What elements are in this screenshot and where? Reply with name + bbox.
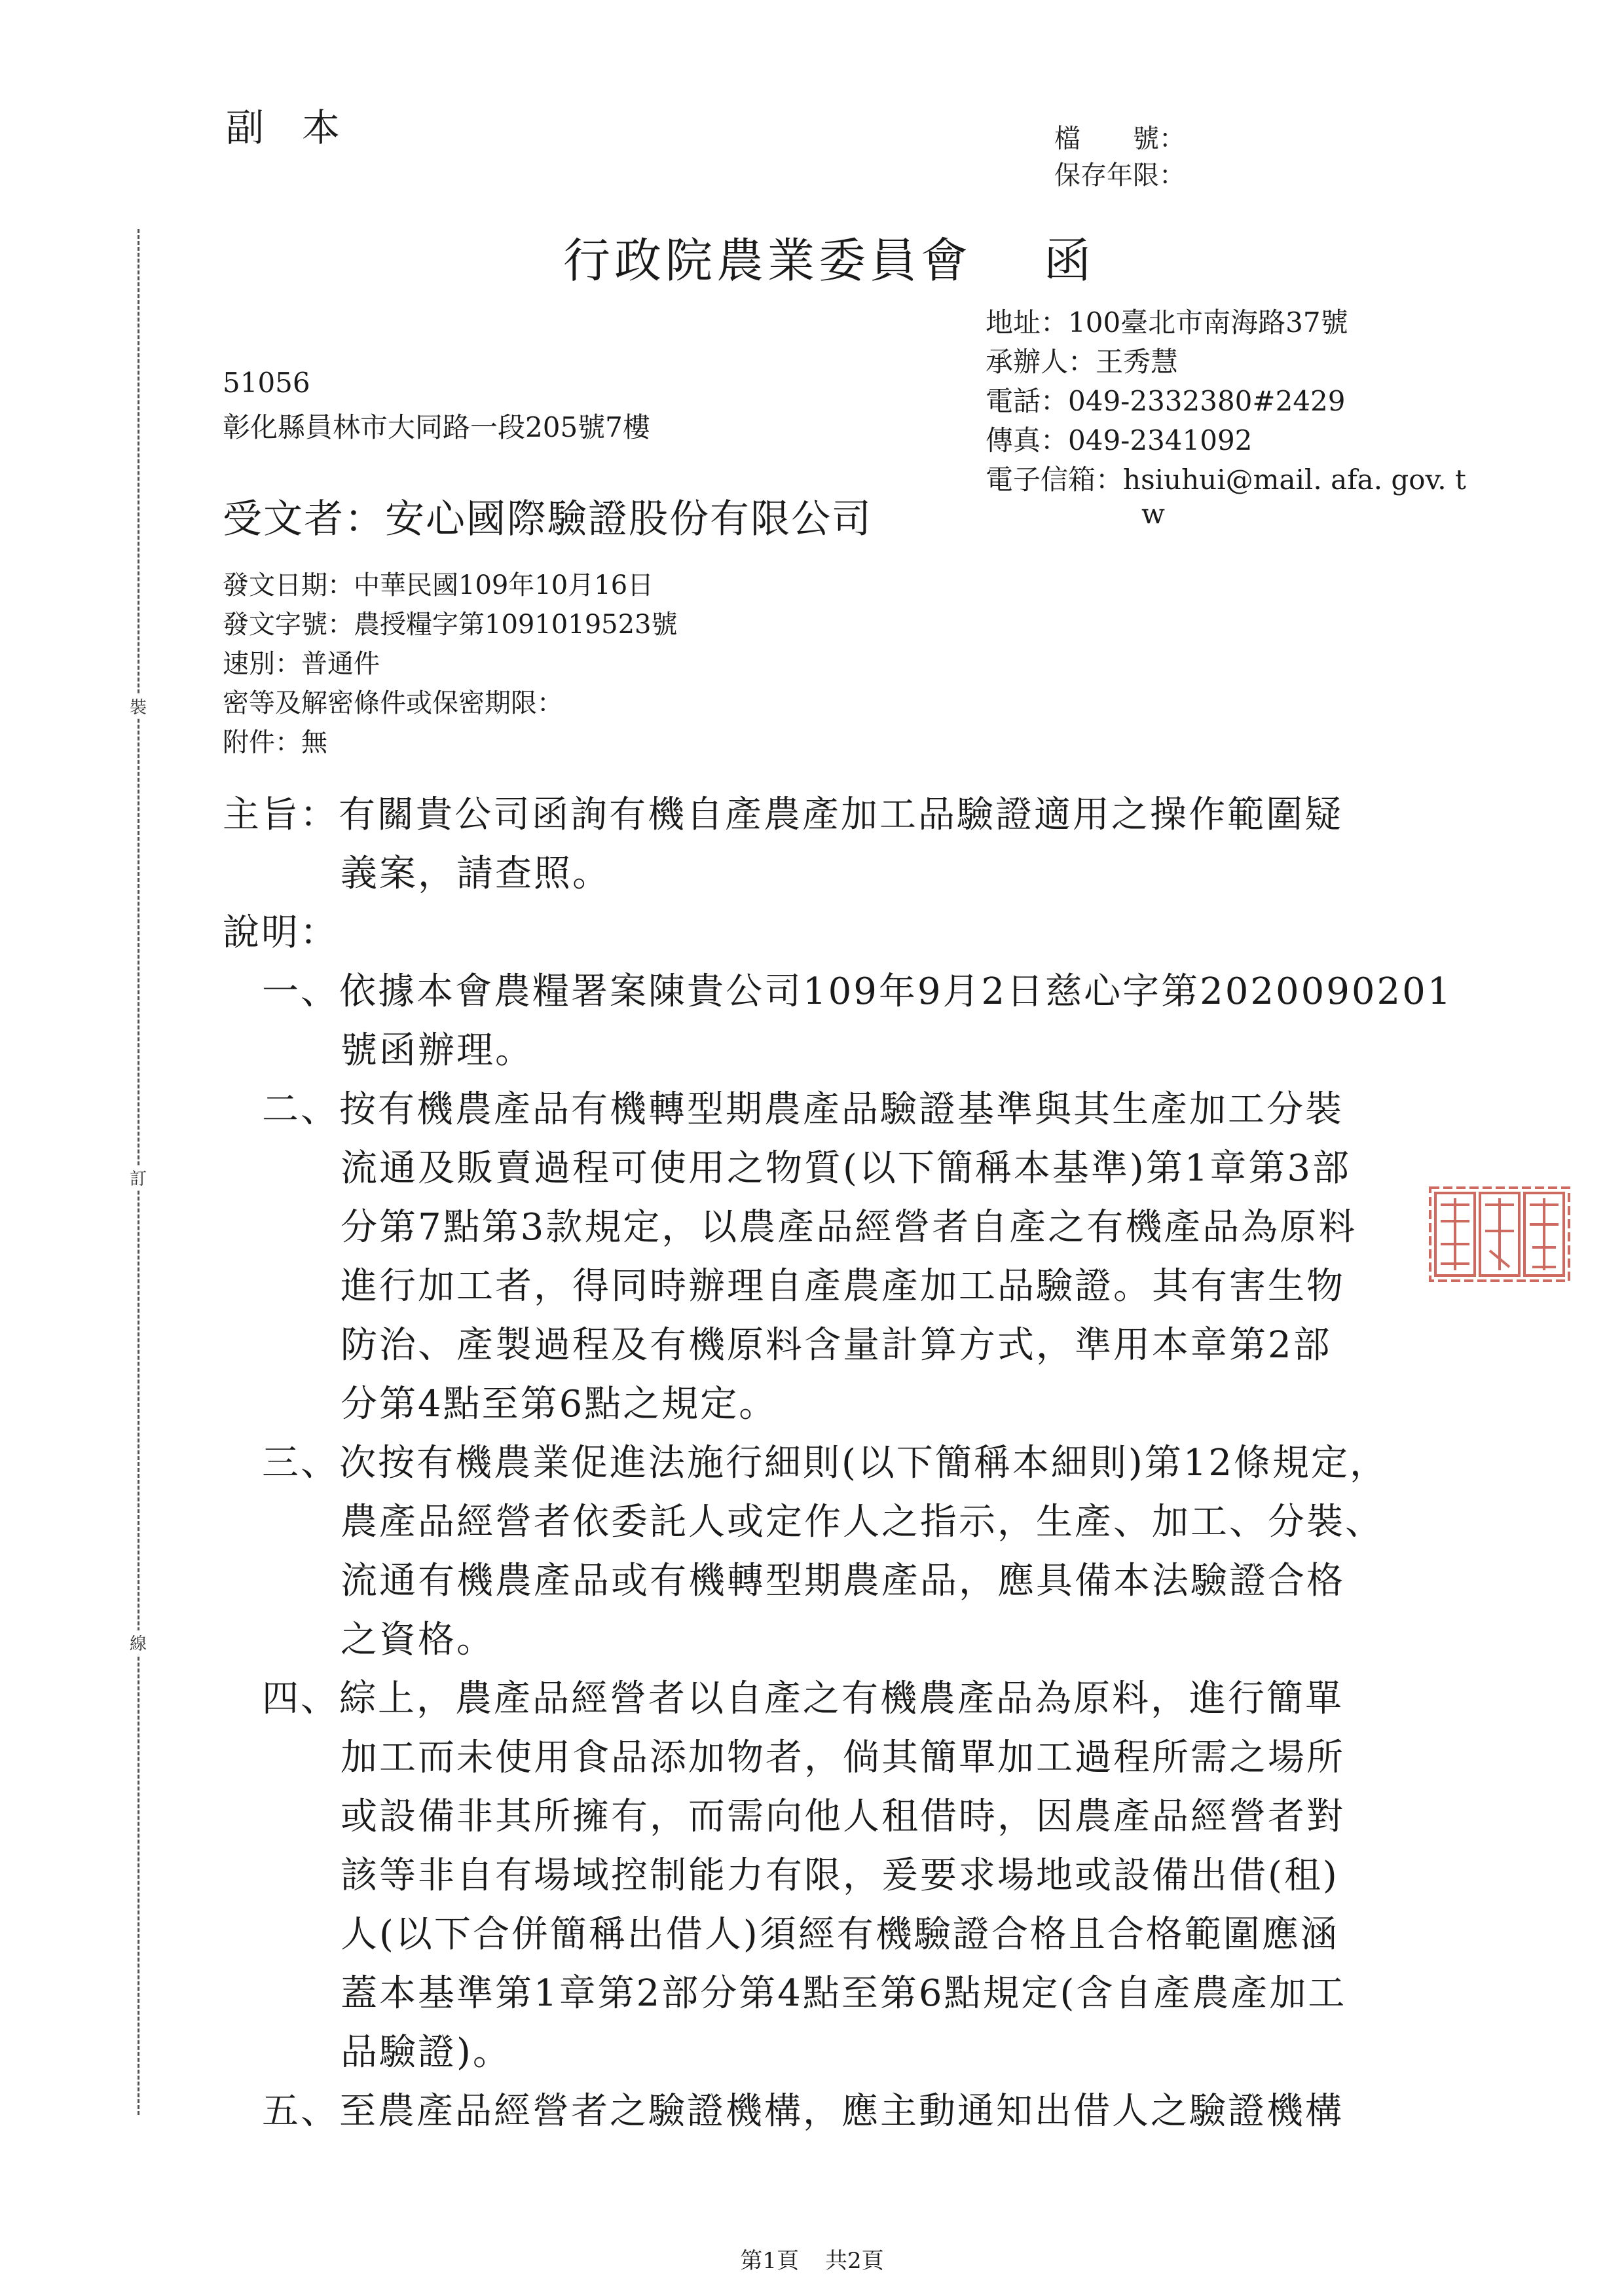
item-2-line-5: 防治、產製過程及有機原料含量計算方式，準用本章第2部 bbox=[341, 1324, 1332, 1367]
item-2-line-4: 進行加工者，得同時辦理自產農產加工品驗證。其有害生物 bbox=[341, 1265, 1345, 1308]
title-type: 函 bbox=[1044, 233, 1096, 288]
item-4-line-3: 或設備非其所擁有，而需向他人租借時，因農產品經營者對 bbox=[341, 1795, 1345, 1838]
item-1-line-2: 號函辦理。 bbox=[341, 1029, 534, 1072]
item-2-line-2: 流通及販賣過程可使用之物質(以下簡稱本基準)第1章第3部 bbox=[341, 1147, 1351, 1190]
binding-mark-xian: 線 bbox=[127, 1630, 149, 1655]
retention-label: 保存年限： bbox=[1054, 160, 1185, 191]
email-label: 電子信箱： bbox=[986, 464, 1124, 496]
page-number: 第1頁 bbox=[740, 2248, 799, 2274]
item-4-line-4: 該等非自有場域控制能力有限，爰要求場地或設備出借(租) bbox=[341, 1854, 1339, 1897]
sender-fax: 傳真：049-2341092 bbox=[986, 424, 1253, 456]
item-3-line-1: 三、次按有機農業促進法施行細則(以下簡稱本細則)第12條規定， bbox=[262, 1442, 1388, 1484]
file-number-label: 檔 號： bbox=[1054, 124, 1185, 154]
sender-contact: 承辦人：王秀慧 bbox=[986, 346, 1179, 378]
item-2-line-3: 分第7點第3款規定，以農產品經營者自產之有機產品為原料 bbox=[341, 1206, 1357, 1249]
item-4-line-2: 加工而未使用食品添加物者，倘其簡單加工過程所需之場所 bbox=[341, 1736, 1345, 1779]
issue-date: 發文日期：中華民國109年10月16日 bbox=[223, 570, 654, 600]
item-4-line-1: 四、綜上，農產品經營者以自產之有機農產品為原料，進行簡單 bbox=[262, 1678, 1344, 1720]
item-3-line-3: 流通有機農產品或有機轉型期農產品，應具備本法驗證合格 bbox=[341, 1560, 1345, 1602]
recipient-street: 彰化縣員林市大同路一段205號7樓 bbox=[223, 411, 650, 443]
subject-line-2: 義案，請查照。 bbox=[341, 853, 611, 895]
item-3-line-2: 農產品經營者依委託人或定作人之指示，生產、加工、分裝、 bbox=[341, 1501, 1384, 1543]
page-footer bbox=[0, 2243, 1624, 2275]
item-4-line-5: 人(以下合併簡稱出借人)須經有機驗證合格且合格範圍應涵 bbox=[341, 1913, 1339, 1956]
explanation-heading: 說明： bbox=[223, 911, 339, 954]
email-line-1: hsiuhui@mail. afa. gov. t bbox=[1123, 464, 1466, 496]
title-org: 行政院農業委員會 bbox=[563, 233, 972, 288]
item-2-line-6: 分第4點至第6點之規定。 bbox=[341, 1383, 778, 1425]
item-4-line-7: 品驗證)。 bbox=[341, 2031, 511, 2074]
page-total: 共2頁 bbox=[825, 2248, 884, 2274]
item-3-line-4: 之資格。 bbox=[341, 1619, 495, 1661]
item-5-line-1: 五、至農產品經營者之驗證機構，應主動通知出借人之驗證機構 bbox=[262, 2090, 1344, 2133]
copy-label: 副本 bbox=[226, 105, 378, 150]
secrecy-level: 密等及解密條件或保密期限： bbox=[223, 688, 563, 718]
speed-class: 速別：普通件 bbox=[223, 649, 380, 679]
sender-email bbox=[986, 458, 1466, 498]
item-4-line-6: 蓋本基準第1章第2部分第4點至第6點規定(含自產農產加工 bbox=[341, 1972, 1347, 2015]
item-2-line-1: 二、按有機農產品有機轉型期農產品驗證基準與其生產加工分裝 bbox=[262, 1088, 1344, 1131]
email-line-2: w bbox=[1141, 498, 1165, 530]
binding-mark-ding: 訂 bbox=[127, 1166, 149, 1190]
issue-number: 發文字號：農授糧字第1091019523號 bbox=[223, 610, 678, 640]
sender-address: 地址：100臺北市南海路37號 bbox=[986, 306, 1348, 339]
recipient-postal-code: 51056 bbox=[223, 367, 310, 399]
recipient: 受文者：安心國際驗證股份有限公司 bbox=[223, 496, 872, 542]
subject-line-1: 主旨：有關貴公司函詢有機自產農產加工品驗證適用之操作範圍疑 bbox=[223, 794, 1343, 836]
attachment: 附件：無 bbox=[223, 727, 327, 758]
seal-stamp-icon bbox=[1428, 1185, 1572, 1283]
item-1-line-1: 一、依據本會農糧署案陳貴公司109年9月2日慈心字第2020090201 bbox=[262, 970, 1453, 1013]
binding-mark-zhuang: 裝 bbox=[127, 694, 149, 718]
document-title bbox=[563, 223, 1095, 291]
sender-phone: 電話：049-2332380#2429 bbox=[986, 385, 1346, 417]
